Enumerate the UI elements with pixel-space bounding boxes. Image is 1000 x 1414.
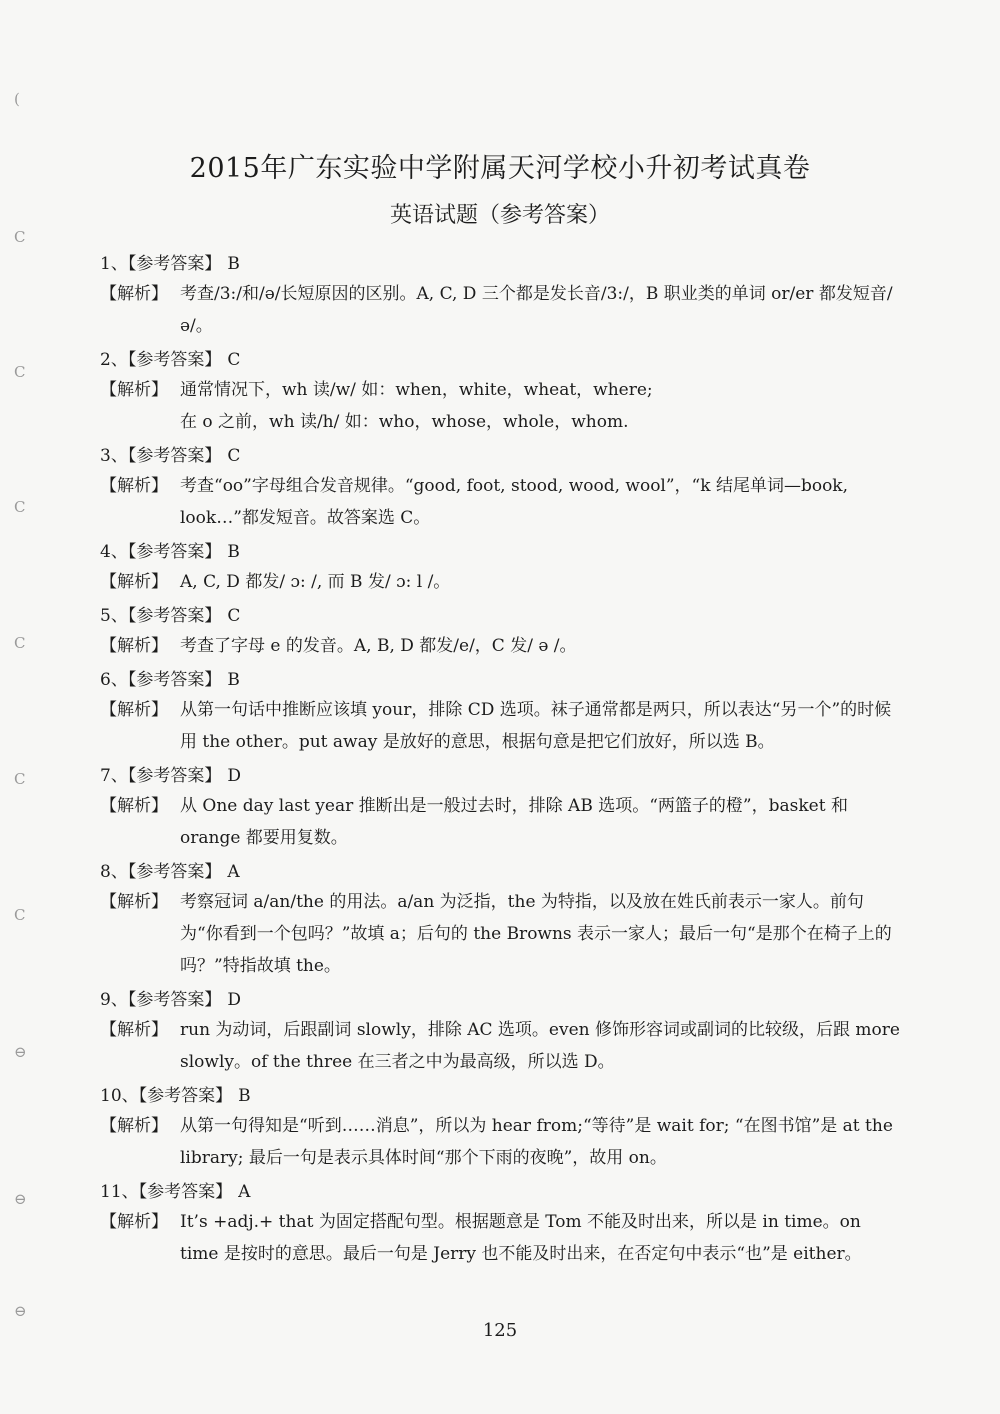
answer-item bbox=[100, 538, 900, 598]
answer-line bbox=[100, 1082, 900, 1110]
binding-hole-mark: C bbox=[14, 363, 26, 381]
answer-line bbox=[100, 538, 900, 566]
answer-value: C bbox=[227, 446, 241, 466]
analysis-label: 【解析】 bbox=[100, 476, 168, 496]
analysis-block bbox=[100, 1206, 900, 1270]
analysis-text: 考察冠词 a/an/the 的用法。a/an 为泛指，the 为特指，以及放在姓氏前表示一家人。前句为“你看到一个包吗？”故填 a；后句的 the Browns 表示一家人；最后一句“是那个在椅子上的吗？”特指故填 the。 bbox=[180, 892, 892, 976]
answer-label: 【参考答案】 bbox=[138, 1086, 233, 1106]
answer-label: 【参考答案】 bbox=[127, 446, 222, 466]
answer-label: 【参考答案】 bbox=[127, 542, 222, 562]
analysis-block bbox=[100, 470, 900, 534]
analysis-block bbox=[100, 630, 900, 662]
analysis-label: 【解析】 bbox=[100, 572, 168, 592]
analysis-text: 考查/3:/和/ə/长短原因的区别。A, C, D 三个都是发长音/3:/，B 职业类的单词 or/er 都发短音/ə/。 bbox=[180, 284, 893, 336]
analysis-label: 【解析】 bbox=[100, 796, 168, 816]
answer-label: 【参考答案】 bbox=[138, 1182, 233, 1202]
document-title: 2015年广东实验中学附属天河学校小升初考试真卷 bbox=[189, 153, 811, 184]
answer-item bbox=[100, 1178, 900, 1270]
question-number: 8、 bbox=[100, 862, 128, 882]
answer-value: A bbox=[227, 862, 240, 882]
analysis-block bbox=[100, 790, 900, 854]
answer-item bbox=[100, 346, 900, 438]
analysis-block bbox=[100, 566, 900, 598]
analysis-label: 【解析】 bbox=[100, 284, 168, 304]
binding-hole-mark: C bbox=[14, 634, 26, 652]
answer-line bbox=[100, 986, 900, 1014]
binding-hole-mark: C bbox=[14, 770, 26, 788]
question-number: 7、 bbox=[100, 766, 128, 786]
question-number: 9、 bbox=[100, 990, 128, 1010]
answer-value: C bbox=[227, 350, 241, 370]
binding-hole-mark: C bbox=[14, 228, 26, 246]
answer-value: B bbox=[227, 670, 240, 690]
analysis-label: 【解析】 bbox=[100, 1020, 168, 1040]
answer-label: 【参考答案】 bbox=[127, 254, 222, 274]
question-number: 11、 bbox=[100, 1182, 139, 1202]
binding-hole-mark: ( bbox=[14, 90, 20, 108]
analysis-block bbox=[100, 1110, 900, 1174]
binding-hole-mark: ⊖ bbox=[14, 1043, 27, 1061]
answer-item bbox=[100, 442, 900, 534]
answer-item bbox=[100, 602, 900, 662]
answer-line bbox=[100, 442, 900, 470]
answer-item bbox=[100, 858, 900, 982]
answer-label: 【参考答案】 bbox=[127, 606, 222, 626]
analysis-text: 通常情况下，wh 读/w/ 如：when，white，wheat，where; 在 o 之前，wh 读/h/ 如：who，whose，whole，whom. bbox=[180, 380, 653, 432]
analysis-block bbox=[100, 886, 900, 982]
binding-hole-mark: ⊖ bbox=[14, 1302, 27, 1320]
analysis-block bbox=[100, 694, 900, 758]
analysis-text: 从 One day last year 推断出是一般过去时，排除 AB 选项。“两篮子的橙”，basket 和 orange 都要用复数。 bbox=[180, 796, 848, 848]
analysis-block bbox=[100, 374, 900, 438]
answer-value: B bbox=[227, 542, 240, 562]
binding-hole-mark: C bbox=[14, 906, 26, 924]
answer-item bbox=[100, 666, 900, 758]
analysis-text: 考查“oo”字母组合发音规律。“good, foot, stood, wood, wool”，“k 结尾单词—book, look…”都发短音。故答案选 C。 bbox=[180, 476, 849, 528]
answer-label: 【参考答案】 bbox=[127, 862, 222, 882]
answer-line bbox=[100, 666, 900, 694]
answer-line bbox=[100, 1178, 900, 1206]
answer-line bbox=[100, 346, 900, 374]
analysis-label: 【解析】 bbox=[100, 700, 168, 720]
answer-item bbox=[100, 1082, 900, 1174]
question-number: 3、 bbox=[100, 446, 128, 466]
analysis-label: 【解析】 bbox=[100, 892, 168, 912]
question-number: 10、 bbox=[100, 1086, 139, 1106]
answer-value: B bbox=[238, 1086, 251, 1106]
analysis-label: 【解析】 bbox=[100, 380, 168, 400]
binding-hole-mark: ⊖ bbox=[14, 1190, 27, 1208]
analysis-text: 从第一句得知是“听到……消息”，所以为 hear from;“等待”是 wait for; “在图书馆”是 at the library; 最后一句是表示具体时间“那个下雨的夜晚”，故用 on。 bbox=[180, 1116, 893, 1168]
answer-line bbox=[100, 858, 900, 886]
analysis-block bbox=[100, 1014, 900, 1078]
answer-value: D bbox=[227, 766, 241, 786]
question-number: 5、 bbox=[100, 606, 128, 626]
answer-line bbox=[100, 250, 900, 278]
analysis-block bbox=[100, 278, 900, 342]
question-number: 1、 bbox=[100, 254, 128, 274]
analysis-text: It’s +adj.+ that 为固定搭配句型。根据题意是 Tom 不能及时出来，所以是 in time。on time 是按时的意思。最后一句是 Jerry 也不能及时出来，在否定句中表示“也”是 either。 bbox=[180, 1212, 862, 1264]
answer-label: 【参考答案】 bbox=[127, 990, 222, 1010]
answer-value: A bbox=[238, 1182, 251, 1202]
answer-line bbox=[100, 762, 900, 790]
analysis-text: run 为动词，后跟副词 slowly，排除 AC 选项。even 修饰形容词或副词的比较级，后跟 more slowly。of the three 在三者之中为最高级，所以选 D。 bbox=[180, 1020, 900, 1072]
binding-hole-mark: C bbox=[14, 498, 26, 516]
question-number: 4、 bbox=[100, 542, 128, 562]
answer-label: 【参考答案】 bbox=[127, 766, 222, 786]
answer-item bbox=[100, 986, 900, 1078]
analysis-label: 【解析】 bbox=[100, 1116, 168, 1136]
answer-value: C bbox=[227, 606, 241, 626]
question-number: 2、 bbox=[100, 350, 128, 370]
answer-item bbox=[100, 250, 900, 342]
answer-label: 【参考答案】 bbox=[127, 350, 222, 370]
analysis-text: 从第一句话中推断应该填 your，排除 CD 选项。袜子通常都是两只，所以表达“另一个”的时候用 the other。put away 是放好的意思，根据句意是把它们放好，所以选 B。 bbox=[180, 700, 892, 752]
answer-value: B bbox=[227, 254, 240, 274]
page-number: 125 bbox=[482, 1320, 518, 1341]
document-subtitle: 英语试题（参考答案） bbox=[389, 203, 610, 228]
answer-value: D bbox=[227, 990, 241, 1010]
question-number: 6、 bbox=[100, 670, 128, 690]
answer-line bbox=[100, 602, 900, 630]
analysis-label: 【解析】 bbox=[100, 636, 168, 656]
analysis-text: A, C, D 都发/ ɔ: /, 而 B 发/ ɔ: l /。 bbox=[180, 572, 451, 592]
answer-list bbox=[100, 250, 900, 1274]
analysis-text: 考查了字母 e 的发音。A, B, D 都发/e/，C 发/ ə /。 bbox=[180, 636, 577, 656]
analysis-label: 【解析】 bbox=[100, 1212, 168, 1232]
answer-item bbox=[100, 762, 900, 854]
answer-label: 【参考答案】 bbox=[127, 670, 222, 690]
